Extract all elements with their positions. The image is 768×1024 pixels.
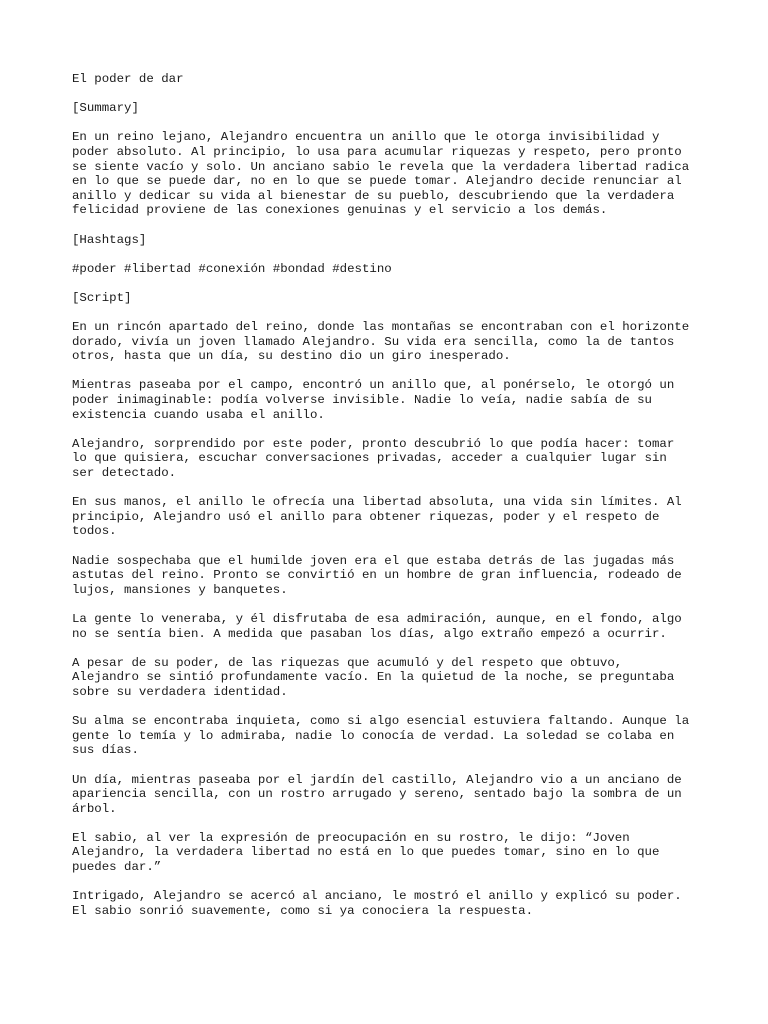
script-paragraph: Un día, mientras paseaba por el jardín del castillo, Alejandro vio a un anciano de apariencia sencilla, con un rostro arrugado y sereno, sentado bajo la sombra de un árbol. [72, 772, 682, 816]
script-paragraph: La gente lo veneraba, y él disfrutaba de esa admiración, aunque, en el fondo, algo no se sentía bien. A medida que pasaban los días, algo extraño empezó a ocurrir. [72, 611, 682, 641]
script-paragraph: En un rincón apartado del reino, donde las montañas se encontraban con el horizonte dorado, vivía un joven llamado Alejandro. Su vida era sencilla, como la de tantos otros, hasta que un día, su destino dio un giro inesperado. [72, 320, 690, 364]
summary-heading: [Summary] [72, 101, 139, 116]
script-paragraph: El sabio, al ver la expresión de preocupación en su rostro, le dijo: “Joven Alejandro, la verdadera libertad no está en lo que puedes tomar, sino en lo que puedes dar.” [72, 830, 660, 875]
document-title: El poder de dar [72, 72, 184, 86]
script-heading: [Script] [72, 290, 132, 305]
script-paragraph: En sus manos, el anillo le ofrecía una libertad absoluta, una vida sin límites. Al principio, Alejandro usó el anillo para obtener riquezas, poder y el respeto de todos. [72, 495, 682, 539]
document-page [72, 72, 712, 933]
script-paragraph: Alejandro, sorprendido por este poder, pronto descubrió lo que podía hacer: tomar lo que quisiera, escuchar conversaciones privadas, acceder a cualquier lugar sin ser detectado. [72, 436, 675, 481]
summary-paragraph: En un reino lejano, Alejandro encuentra un anillo que le otorga invisibilidad y poder absoluto. Al principio, lo usa para acumular riquezas y respeto, pero pronto se siente vacío y solo. Un anciano sabio le revela que la verdadera libertad radica en lo que se puede dar, no en lo que se puede tomar. Alejandro decide renunciar al anillo y dedicar su vida al bienestar de su pueblo, descubriendo que la verdadera felicidad proviene de las conexiones genuinas y el servicio a los demás. [72, 130, 690, 218]
script-paragraph: Nadie sospechaba que el humilde joven era el que estaba detrás de las jugadas más astutas del reino. Pronto se convirtió en un hombre de gran influencia, rodeado de lujos, mansiones y banquetes. [72, 553, 682, 597]
hashtags-heading: [Hashtags] [72, 232, 147, 247]
script-paragraph: Mientras paseaba por el campo, encontró un anillo que, al ponérselo, le otorgó un poder inimaginable: podía volverse invisible. Nadie lo veía, nadie sabía de su existencia cuando usaba el anillo. [72, 378, 675, 422]
script-paragraph: A pesar de su poder, de las riquezas que acumuló y del respeto que obtuvo, Alejandro se sintió profundamente vacío. En la quietud de la noche, se preguntaba sobre su verdadera identidad. [72, 655, 675, 699]
script-paragraph: Su alma se encontraba inquieta, como si algo esencial estuviera faltando. Aunque la gente lo temía y lo admiraba, nadie lo conocía de verdad. La soledad se colaba en sus días. [72, 714, 690, 758]
script-paragraph: Intrigado, Alejandro se acercó al anciano, le mostró el anillo y explicó su poder. El sabio sonrió suavemente, como si ya conociera la respuesta. [72, 889, 682, 918]
hashtags-line: #poder #libertad #conexión #bondad #destino [72, 261, 392, 276]
